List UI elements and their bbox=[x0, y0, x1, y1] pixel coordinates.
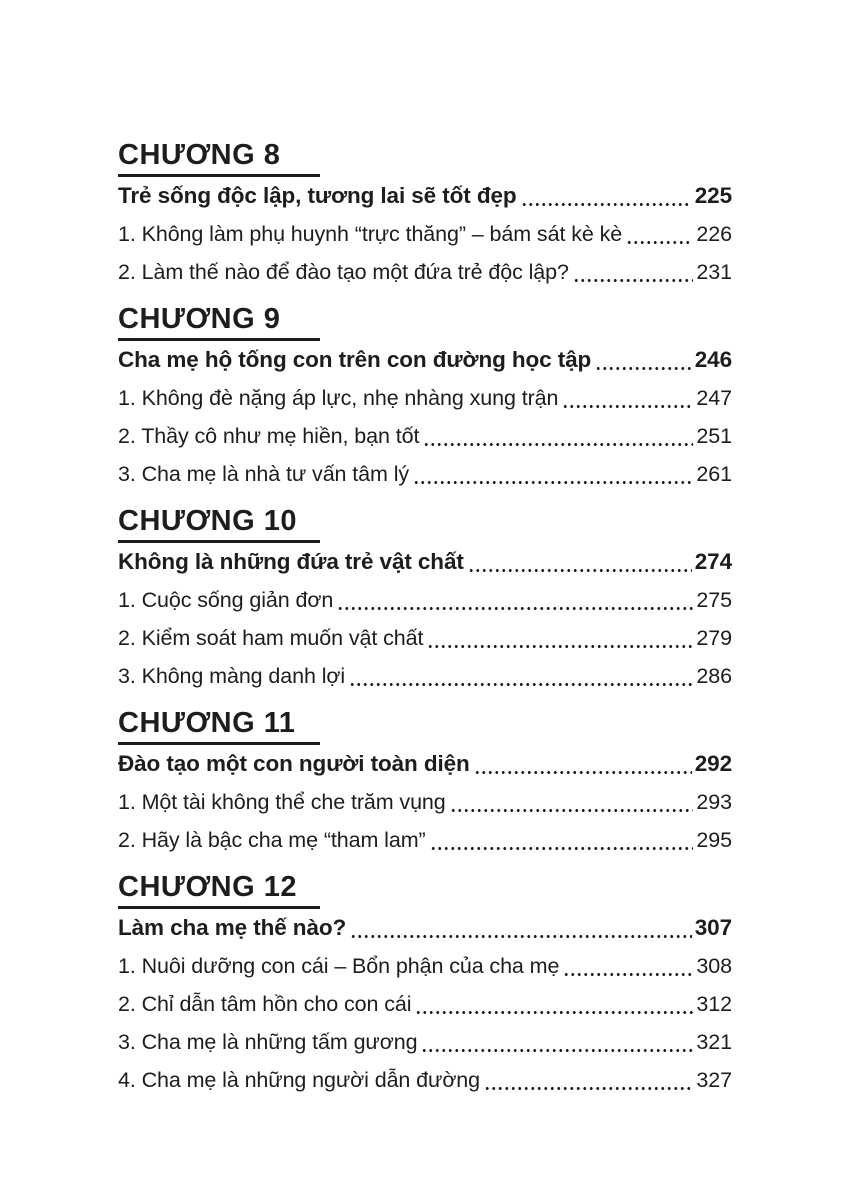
toc-entry-page-number: 312 bbox=[696, 992, 732, 1016]
dot-leader bbox=[349, 657, 693, 695]
toc-entry-label: 1. Không đè nặng áp lực, nhẹ nhàng xung trận bbox=[118, 386, 559, 410]
dot-leader bbox=[562, 379, 693, 417]
toc-entry-page-number: 261 bbox=[696, 462, 732, 486]
chapter-title-entry bbox=[118, 177, 732, 215]
toc-entry-label: 2. Kiểm soát ham muốn vật chất bbox=[118, 626, 424, 650]
chapter-section bbox=[118, 506, 732, 695]
chapter-heading: CHƯƠNG 12 bbox=[118, 871, 297, 903]
dot-leader bbox=[468, 543, 692, 581]
toc-entry-page-number: 246 bbox=[694, 347, 732, 372]
toc-entry-page-number: 327 bbox=[696, 1068, 732, 1092]
toc-entry-label: 1. Nuôi dưỡng con cái – Bổn phận của cha mẹ bbox=[118, 954, 560, 978]
toc-entry-label: Trẻ sống độc lập, tương lai sẽ tốt đẹp bbox=[118, 183, 517, 208]
dot-leader bbox=[626, 215, 693, 253]
chapter-entries bbox=[118, 543, 732, 695]
toc-entry-label: Làm cha mẹ thế nào? bbox=[118, 915, 347, 940]
dot-leader bbox=[337, 581, 693, 619]
toc-entry-label: 2. Thầy cô như mẹ hiền, bạn tốt bbox=[118, 424, 420, 448]
chapter-entries bbox=[118, 341, 732, 493]
dot-leader bbox=[415, 985, 693, 1023]
toc-entry-label: 1. Một tài không thể che trăm vụng bbox=[118, 790, 446, 814]
chapter-section bbox=[118, 872, 732, 1099]
toc-entry-label: Không là những đứa trẻ vật chất bbox=[118, 549, 464, 574]
toc-entry-page-number: 274 bbox=[694, 549, 732, 574]
toc-entry bbox=[118, 455, 732, 493]
dot-leader bbox=[474, 745, 692, 783]
toc-entry bbox=[118, 1061, 732, 1099]
toc-entry-page-number: 308 bbox=[696, 954, 732, 978]
dot-leader bbox=[521, 177, 692, 215]
dot-leader bbox=[350, 909, 692, 947]
chapter-section bbox=[118, 708, 732, 859]
chapter-entries bbox=[118, 745, 732, 859]
chapter-title-entry bbox=[118, 543, 732, 581]
toc-entry-page-number: 292 bbox=[694, 751, 732, 776]
chapter-title-entry bbox=[118, 745, 732, 783]
chapter-section bbox=[118, 304, 732, 493]
toc-entry bbox=[118, 947, 732, 985]
toc-entry bbox=[118, 581, 732, 619]
toc-entry bbox=[118, 783, 732, 821]
toc-entry-page-number: 231 bbox=[696, 260, 732, 284]
chapter-title-entry bbox=[118, 909, 732, 947]
dot-leader bbox=[421, 1023, 693, 1061]
chapter-heading: CHƯƠNG 10 bbox=[118, 505, 297, 537]
toc-entry bbox=[118, 619, 732, 657]
dot-leader bbox=[427, 619, 693, 657]
toc-entry bbox=[118, 379, 732, 417]
toc-entry bbox=[118, 657, 732, 695]
dot-leader bbox=[430, 821, 694, 859]
toc-entry-label: 2. Chỉ dẫn tâm hồn cho con cái bbox=[118, 992, 412, 1016]
dot-leader bbox=[573, 253, 694, 291]
toc-entry-label: 1. Cuộc sống giản đơn bbox=[118, 588, 334, 612]
toc-entry-page-number: 286 bbox=[696, 664, 732, 688]
toc-entry-label: 2. Làm thế nào để đào tạo một đứa trẻ độc lập? bbox=[118, 260, 569, 284]
toc-entry-label: Cha mẹ hộ tống con trên con đường học tập bbox=[118, 347, 592, 372]
toc-entry-page-number: 225 bbox=[694, 183, 732, 208]
toc-entry bbox=[118, 417, 732, 455]
chapter-heading: CHƯƠNG 8 bbox=[118, 139, 281, 171]
toc-entry-label: 3. Không màng danh lợi bbox=[118, 664, 346, 688]
chapter-title-entry bbox=[118, 341, 732, 379]
toc-entry-page-number: 251 bbox=[696, 424, 732, 448]
chapter-heading: CHƯƠNG 11 bbox=[118, 707, 296, 739]
toc-entry-page-number: 307 bbox=[694, 915, 732, 940]
toc-entry-page-number: 295 bbox=[696, 828, 732, 852]
toc-entry-page-number: 279 bbox=[696, 626, 732, 650]
chapter-heading: CHƯƠNG 9 bbox=[118, 303, 281, 335]
dot-leader bbox=[563, 947, 693, 985]
dot-leader bbox=[423, 417, 693, 455]
toc-entry-label: 2. Hãy là bậc cha mẹ “tham lam” bbox=[118, 828, 426, 852]
toc-entry-page-number: 247 bbox=[696, 386, 732, 410]
toc-entry-page-number: 226 bbox=[696, 222, 732, 246]
dot-leader bbox=[484, 1061, 693, 1099]
dot-leader bbox=[595, 341, 692, 379]
toc-entry bbox=[118, 215, 732, 253]
toc-entry-label: 3. Cha mẹ là những tấm gương bbox=[118, 1030, 418, 1054]
dot-leader bbox=[450, 783, 694, 821]
toc-entry-label: 1. Không làm phụ huynh “trực thăng” – bám sát kè kè bbox=[118, 222, 623, 246]
toc-entry bbox=[118, 1023, 732, 1061]
toc-entry-page-number: 275 bbox=[696, 588, 732, 612]
toc-entry bbox=[118, 985, 732, 1023]
toc-entry-page-number: 321 bbox=[696, 1030, 732, 1054]
toc-entry-page-number: 293 bbox=[696, 790, 732, 814]
table-of-contents bbox=[118, 140, 732, 1112]
toc-entry-label: 3. Cha mẹ là nhà tư vấn tâm lý bbox=[118, 462, 410, 486]
toc-entry bbox=[118, 821, 732, 859]
chapter-entries bbox=[118, 177, 732, 291]
toc-entry-label: 4. Cha mẹ là những người dẫn đường bbox=[118, 1068, 481, 1092]
chapter-entries bbox=[118, 909, 732, 1099]
chapter-section bbox=[118, 140, 732, 291]
toc-entry-label: Đào tạo một con người toàn diện bbox=[118, 751, 470, 776]
dot-leader bbox=[413, 455, 693, 493]
toc-entry bbox=[118, 253, 732, 291]
